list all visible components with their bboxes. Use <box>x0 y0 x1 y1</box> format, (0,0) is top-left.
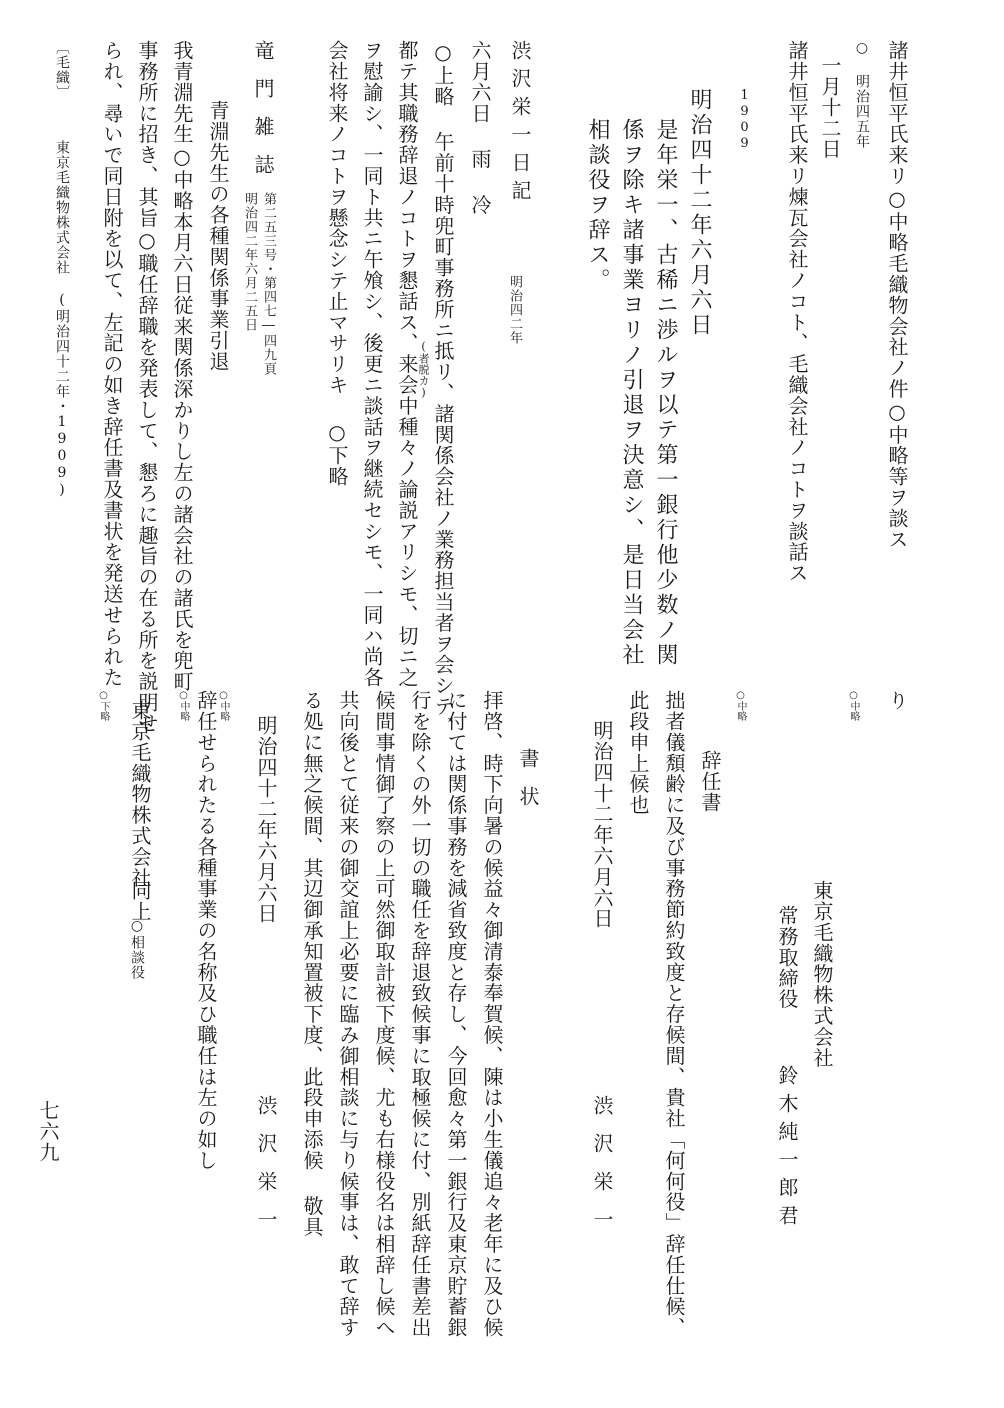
position-company: 東京毛織物株式会社 <box>128 700 152 889</box>
magazine-line-3: られ、尋いで同日附を以て、左記の如き辞任書及書状を発送せられた <box>100 40 124 688</box>
main-heading-line-1: 是年栄一、古稀ニ渉ルヲ以テ第一銀行他少数ノ関 <box>653 118 678 668</box>
letter-line-2: に付ては関係事務を減省致度と存し、今回愈々第一銀行及東京貯蓄銀 <box>444 690 468 1338</box>
magazine-article-title: 青淵先生の各種関係事業引退 <box>206 100 230 372</box>
omission-mark: ○中略 <box>218 690 229 721</box>
letter-line-5: 共向後とて従来の御交誼上必要に臨み御相談に与り候事は、敢て辞す <box>336 690 360 1338</box>
diary-line-1: ○上略 午前十時兜町事務所ニ抵リ、諸関係会社ノ業務担当者ヲ会シテ、 <box>431 40 455 738</box>
letter-line-1: 拝啓、時下向暑の候益々御清泰奉賀候、陳は小生儀追々老年に及ひ候 <box>480 690 504 1338</box>
diary-annotation: (者脱カ) <box>417 340 430 399</box>
diary-date-weather: 六月六日 雨 冷 <box>468 40 492 216</box>
resignation-date: 明治四十二年六月六日 <box>590 720 614 929</box>
main-heading-line-2: 係ヲ除キ諸事業ヨリノ引退ヲ決意シ、是日当会社 <box>619 118 644 668</box>
resignation-signature: 渋沢栄一 <box>590 1095 614 1247</box>
position-same: 同上 <box>128 880 152 922</box>
western-year-note: 1909 <box>737 88 752 152</box>
magazine-line-1: 我青淵先生○中略本月六日従来関係深かりし左の諸会社の諸氏を兜町 <box>170 40 194 692</box>
letter-signature: 渋沢栄一 <box>254 1095 278 1247</box>
entry-year-header: ○ 明治四五年 <box>854 40 870 149</box>
source-company: 東京毛織物株式会社 (明治四十二年・1909) <box>54 140 70 499</box>
magazine-line-2: 事務所に招き、其旨○職任辞職を発表して、懇ろに趣旨の在る所を説明せ <box>135 40 159 734</box>
diary-line-2: 都テ其職務辞退ノコトヲ懇話ス、来会中種々ノ論説アリシモ、切ニ之 <box>395 40 419 688</box>
diary-title: 渋沢栄一日記 <box>508 40 532 208</box>
page-number: 七六九 <box>36 1100 60 1163</box>
omission-mark: ○中略 <box>735 690 746 721</box>
entry-date: 一月十二日 <box>818 55 842 160</box>
addressee-company: 東京毛織物株式会社 <box>810 880 834 1069</box>
main-heading-line-3: 相談役ヲ辞ス。 <box>585 118 610 293</box>
omission-mark: ○中略 <box>178 690 189 721</box>
main-heading-date: 明治四十二年六月六日 <box>687 88 712 338</box>
source-category: 〔毛織〕 <box>54 40 70 100</box>
resignation-title: 辞任書 <box>698 750 722 813</box>
diary-line-4: 会社将来ノコトヲ懸念シテ止マサリキ ○下略 <box>325 40 349 487</box>
magazine-title: 竜門雑誌 <box>251 40 275 192</box>
resignation-line-2: 此段申上候也 <box>626 690 650 816</box>
positions-intro: 辞任せられたる各種事業の名称及ひ職任は左の如し <box>194 690 218 1171</box>
resignation-line-1: 拙者儀頽齢に及び事務節約致度と存候間、貴社「何何役」辞任仕候、 <box>662 690 686 1338</box>
letter-date: 明治四十二年六月六日 <box>254 715 278 924</box>
letter-title: 書状 <box>516 748 540 824</box>
entry-moroi-summary: 諸井恒平氏来リ○中略毛織物会社ノ件○中略等ヲ談ス <box>885 40 909 550</box>
entry-moroi-detail: 諸井恒平氏来リ煉瓦会社ノコト、毛織会社ノコトヲ談話ス <box>785 40 809 584</box>
continuation-char: り <box>885 690 909 711</box>
addressee-title: 常務取締役 <box>775 905 799 1010</box>
magazine-date: 明治四二年六月二五日 <box>242 192 257 332</box>
diary-line-3: ヲ慰諭シ、一同ト共ニ午飧シ、後更ニ談話ヲ継続セシモ、一同ハ尚各 <box>360 40 384 688</box>
omission-mark: ○中略 <box>848 690 859 721</box>
position-role: ○相談役 <box>129 918 145 980</box>
omission-mark: ○下略 <box>98 690 109 721</box>
diary-year: 明治四二年 <box>507 275 522 345</box>
letter-line-3: 行を除くの外一切の職任を辞退致候事に取極候に付、別紙辞任書差出 <box>408 690 432 1338</box>
letter-line-6: る処に無之候間、其辺御承知置被下度、此段申添候 敬具 <box>300 690 324 1238</box>
magazine-reference: 第二五三号・第四七―四九頁 <box>261 192 276 376</box>
addressee-name: 鈴木純一郎君 <box>775 1065 799 1233</box>
letter-line-4: 候間事情御了察の上可然御取計被下度候、尤も右様役名は相辞し候へ <box>372 690 396 1338</box>
